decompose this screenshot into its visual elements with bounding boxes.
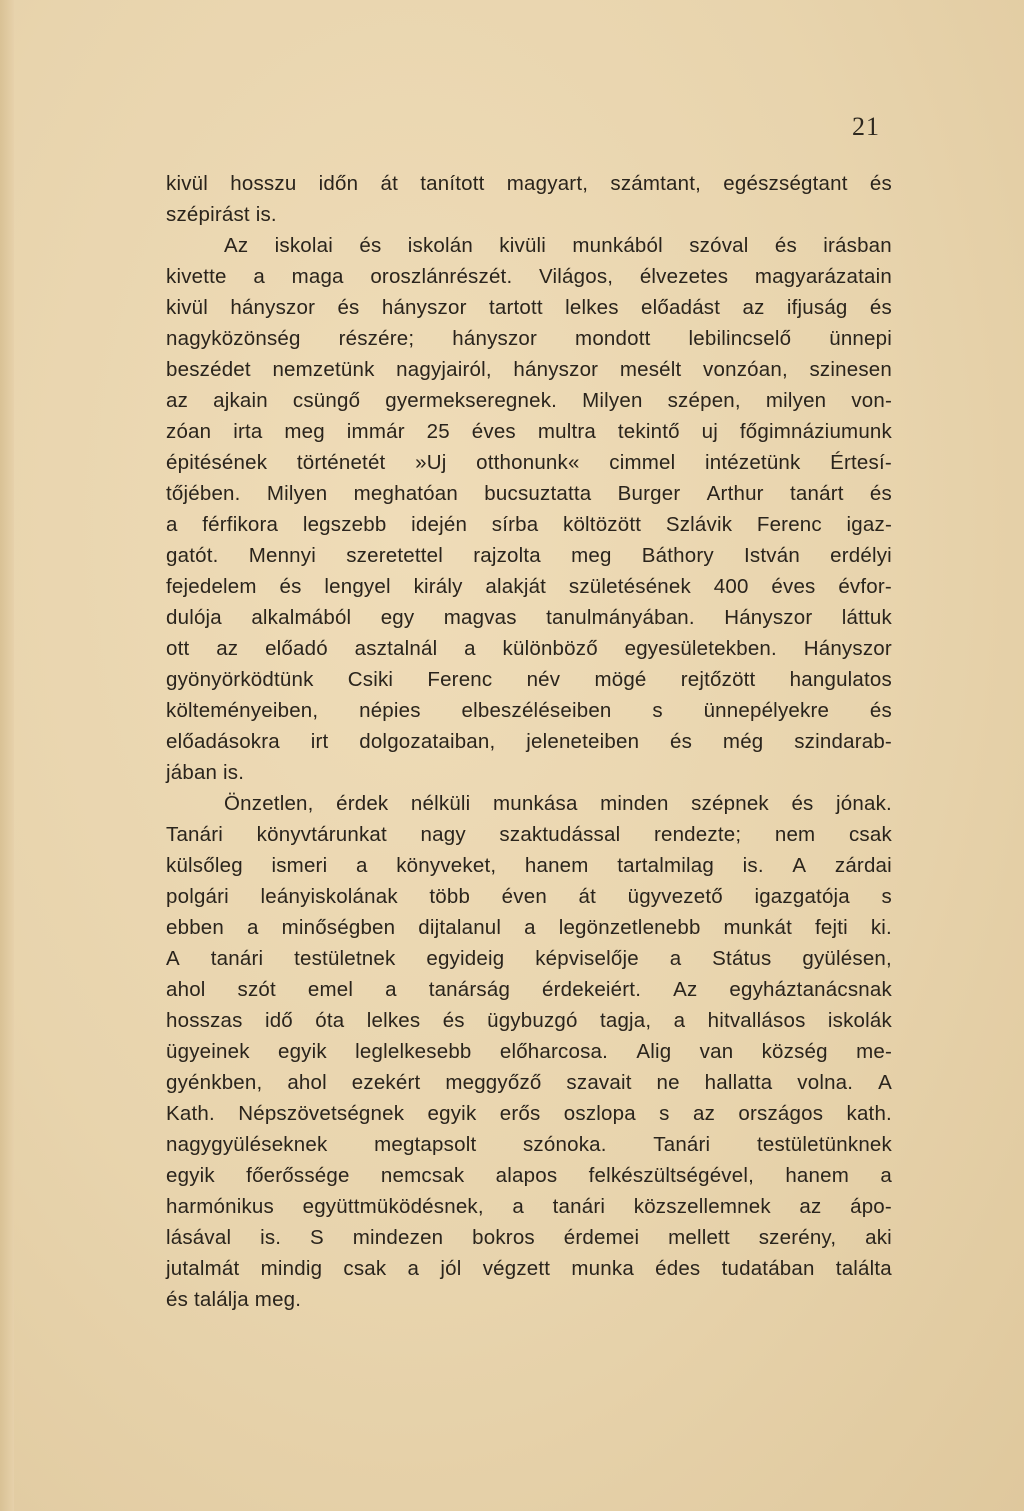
text-line: az ajkain csüngő gyermekseregnek. Milyen szépen, milyen von- <box>166 389 892 412</box>
text-line: nagygyüléseknek megtapsolt szónoka. Tanári testületünknek <box>166 1133 892 1156</box>
body-text <box>166 168 892 1315</box>
text-line: és találja meg. <box>166 1288 302 1311</box>
text-line: gyénkben, ahol ezekért meggyőző szavait ne hallatta volna. A <box>166 1071 892 1094</box>
text-line: Az iskolai és iskolán kivüli munkából szóval és irásban <box>224 234 892 257</box>
page-number: 21 <box>852 112 880 141</box>
text-line: dulója alkalmából egy magvas tanulmányában. Hányszor láttuk <box>166 606 892 629</box>
text-line: ebben a minőségben dijtalanul a legönzetlenebb munkát fejti ki. <box>166 916 892 939</box>
text-line: kivette a maga oroszlánrészét. Világos, élvezetes magyarázatain <box>166 265 892 288</box>
text-line: Kath. Népszövetségnek egyik erős oszlopa s az országos kath. <box>166 1102 892 1125</box>
text-line: kivül hosszu időn át tanított magyart, számtant, egészségtant és <box>166 172 892 195</box>
text-line: előadásokra irt dolgozataiban, jeleneteiben és még szindarab- <box>166 730 892 753</box>
page-binding-edge <box>0 0 14 1511</box>
text-line: gatót. Mennyi szeretettel rajzolta meg Báthory István erdélyi <box>166 544 892 567</box>
text-line: harmónikus együttmüködésnek, a tanári közszellemnek az ápo- <box>166 1195 892 1218</box>
text-line: épitésének történetét »Uj otthonunk« cimmel intézetünk Értesí- <box>166 451 892 474</box>
text-line: szépirást is. <box>166 203 277 226</box>
text-line: a férfikora legszebb idején sírba költözött Szlávik Ferenc igaz- <box>166 513 892 536</box>
text-line: lásával is. S mindezen bokros érdemei mellett szerény, aki <box>166 1226 892 1249</box>
text-line: kivül hányszor és hányszor tartott lelkes előadást az ifjuság és <box>166 296 892 319</box>
text-line: Tanári könyvtárunkat nagy szaktudással rendezte; nem csak <box>166 823 892 846</box>
text-line: nagyközönség részére; hányszor mondott lebilincselő ünnepi <box>166 327 892 350</box>
text-line: külsőleg ismeri a könyveket, hanem tartalmilag is. A zárdai <box>166 854 892 877</box>
text-line: jában is. <box>166 761 245 784</box>
text-line: tőjében. Milyen meghatóan bucsuztatta Burger Arthur tanárt és <box>166 482 892 505</box>
text-line: költeményeiben, népies elbeszéléseiben s ünnepélyekre és <box>166 699 892 722</box>
text-line: fejedelem és lengyel király alakját születésének 400 éves évfor- <box>166 575 892 598</box>
text-line: egyik főerőssége nemcsak alapos felkészültségével, hanem a <box>166 1164 892 1187</box>
text-line: ott az előadó asztalnál a különböző egyesületekben. Hányszor <box>166 637 892 660</box>
text-line: zóan irta meg immár 25 éves multra tekintő uj főgimnáziumunk <box>166 420 892 443</box>
text-line: hosszas idő óta lelkes és ügybuzgó tagja, a hitvallásos iskolák <box>166 1009 892 1032</box>
text-line: ahol szót emel a tanárság érdekeiért. Az egyháztanácsnak <box>166 978 892 1001</box>
text-line: A tanári testületnek egyideig képviselője a Státus gyülésen, <box>166 947 892 970</box>
text-line: beszédet nemzetünk nagyjairól, hányszor mesélt vonzóan, szinesen <box>166 358 892 381</box>
text-line: jutalmát mindig csak a jól végzett munka édes tudatában találta <box>166 1257 892 1280</box>
text-line: Önzetlen, érdek nélküli munkása minden szépnek és jónak. <box>224 792 892 815</box>
text-line: polgári leányiskolának több éven át ügyvezető igazgatója s <box>166 885 892 908</box>
text-line: ügyeinek egyik leglelkesebb előharcosa. Alig van község me- <box>166 1040 892 1063</box>
text-line: gyönyörködtünk Csiki Ferenc név mögé rejtőzött hangulatos <box>166 668 892 691</box>
